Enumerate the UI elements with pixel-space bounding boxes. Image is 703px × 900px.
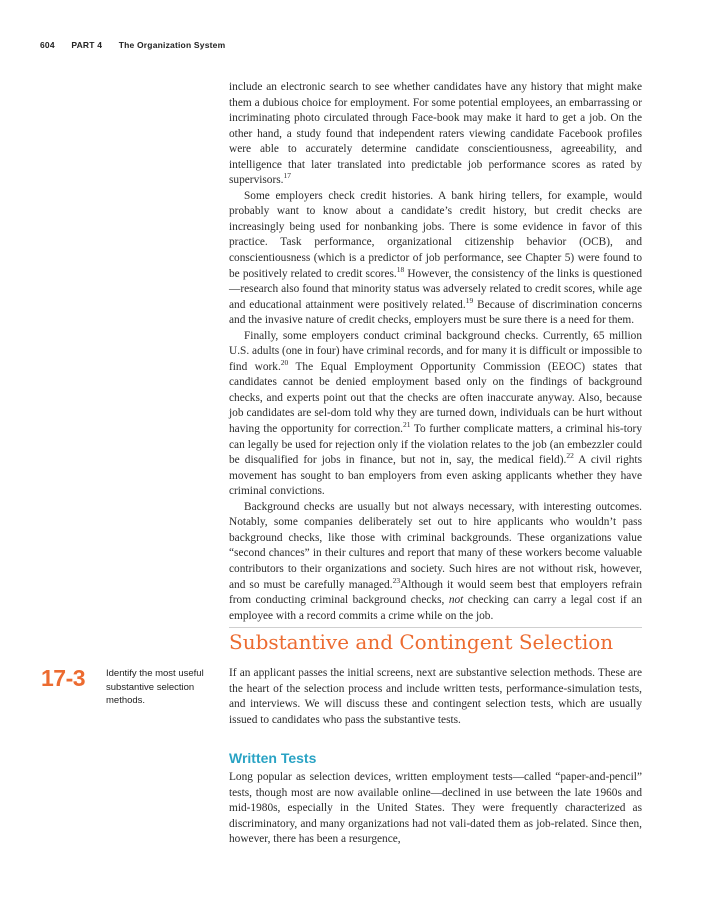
text-run: Some employers check credit histories. A bank hiring tellers, for example, would probably want to know about a candidate’s credit history, but credit checks are increasingly being used for nonbanking jobs. There is some evidence in favor of this practice. Task performance, organizational citizenship behavior (OCB), and conscientiousness (which is a predictor of job performance, see Chapter 5) were found to be positively related to credit scores.	[229, 189, 642, 280]
text-run: A civil rights movement has sought to ban employers from even asking applicants whether they have criminal convictions.	[229, 454, 642, 498]
section-divider	[229, 627, 642, 628]
footnote-ref: 19	[465, 295, 474, 305]
text-run: Because of discrimination concerns and the invasive nature of credit checks, employers must be sure there is a need for them.	[229, 298, 642, 327]
text-run: checking can carry a legal cost if an employee with a record commits a crime while on the job.	[229, 594, 642, 622]
text-run: Background checks are usually but not always necessary, with interesting outcomes. Notably, some companies deliberately set out to hire applicants who wouldn’t pass background checks, like those with criminal backgrounds. These organizations value “second chances” in their cultures and report that many of these workers become valuable contributors to their organizations and society. Such hires are not without risk, however, and so must be carefully managed.	[229, 500, 642, 591]
text-run: However, the consistency of the links is questioned—research also found that minority status was adversely related to credit scores, while age and educational attainment were positively related.	[229, 267, 642, 311]
footnote-ref: 23	[392, 575, 401, 585]
footnote-ref: 17	[283, 171, 292, 181]
text-run: Finally, some employers conduct criminal background checks. Currently, 65 million U.S. adults (one in four) have criminal records, and for many it is difficult or impossible to find work.	[229, 329, 642, 373]
text-run: The Equal Employment Opportunity Commission (EEOC) states that candidates cannot be denied employment based only on the findings of background checks, and experts point out that the checks are often inaccurate anyway. Also, because job candidates are sel-dom told why they are turned down, individuals can be hurt without having the opportunity for correction.	[229, 360, 642, 436]
section-title: Substantive and Contingent Selection	[229, 630, 614, 654]
body-paragraph	[229, 500, 642, 624]
running-head	[40, 40, 239, 50]
body-paragraph	[229, 329, 642, 500]
footnote-ref: 20	[280, 358, 289, 368]
section-intro	[229, 666, 642, 728]
footnote-ref: 22	[566, 451, 574, 461]
body-paragraph	[229, 189, 642, 329]
emphasis-text: not	[448, 594, 464, 607]
section-intro-paragraph: If an applicant passes the initial screens, next are substantive selection methods. These are the heart of the selection process and include written tests, performance-simulation tests, and interviews. We will discuss these and contingent selection tests, which are usually issued to candidates who pass the substantive tests.	[229, 667, 642, 726]
text-run: To further complicate matters, a criminal his-tory can legally be used for rejection only if the violation relates to the job (an embezzler could be disqualified for jobs in finance, but not in, say, the medical field).	[229, 423, 642, 467]
main-text-column	[229, 80, 642, 624]
part-title: The Organization System	[118, 40, 226, 50]
body-paragraph	[229, 80, 642, 189]
footnote-ref: 18	[396, 264, 405, 274]
learning-objective-number: 17-3	[41, 665, 86, 691]
text-run: include an electronic search to see whether candidates have any history that might make them a dubious choice for employment. For some potential employees, an embarrassing or incriminating photo circulated through Face-book may make it hard to get a job. On the other hand, a study found that independent raters viewing candidate Facebook profiles were able to accurately determine candidate conscientiousness, agreeability, and intelligence that later translated into predictable job performance scores as rated by supervisors.	[229, 81, 642, 187]
subsection-title: Written Tests	[229, 750, 317, 766]
part-label: PART 4	[71, 40, 103, 50]
subsection-paragraph: Long popular as selection devices, written employment tests—called “paper-and-pencil” tests, though most are now available online—declined in use between the late 1960s and mid-1980s, especially in the United States. They were frequently characterized as discriminatory, and many organizations had not vali-dated them as job-related. Since then, however, there has been a resurgence,	[229, 771, 642, 846]
page-number: 604	[40, 40, 55, 50]
text-run: Although it would seem best that employers refrain from conducting criminal background checks,	[229, 578, 642, 607]
footnote-ref: 21	[402, 420, 411, 430]
subsection-body	[229, 770, 642, 848]
learning-objective-text: Identify the most useful substantive selection methods.	[106, 668, 204, 706]
